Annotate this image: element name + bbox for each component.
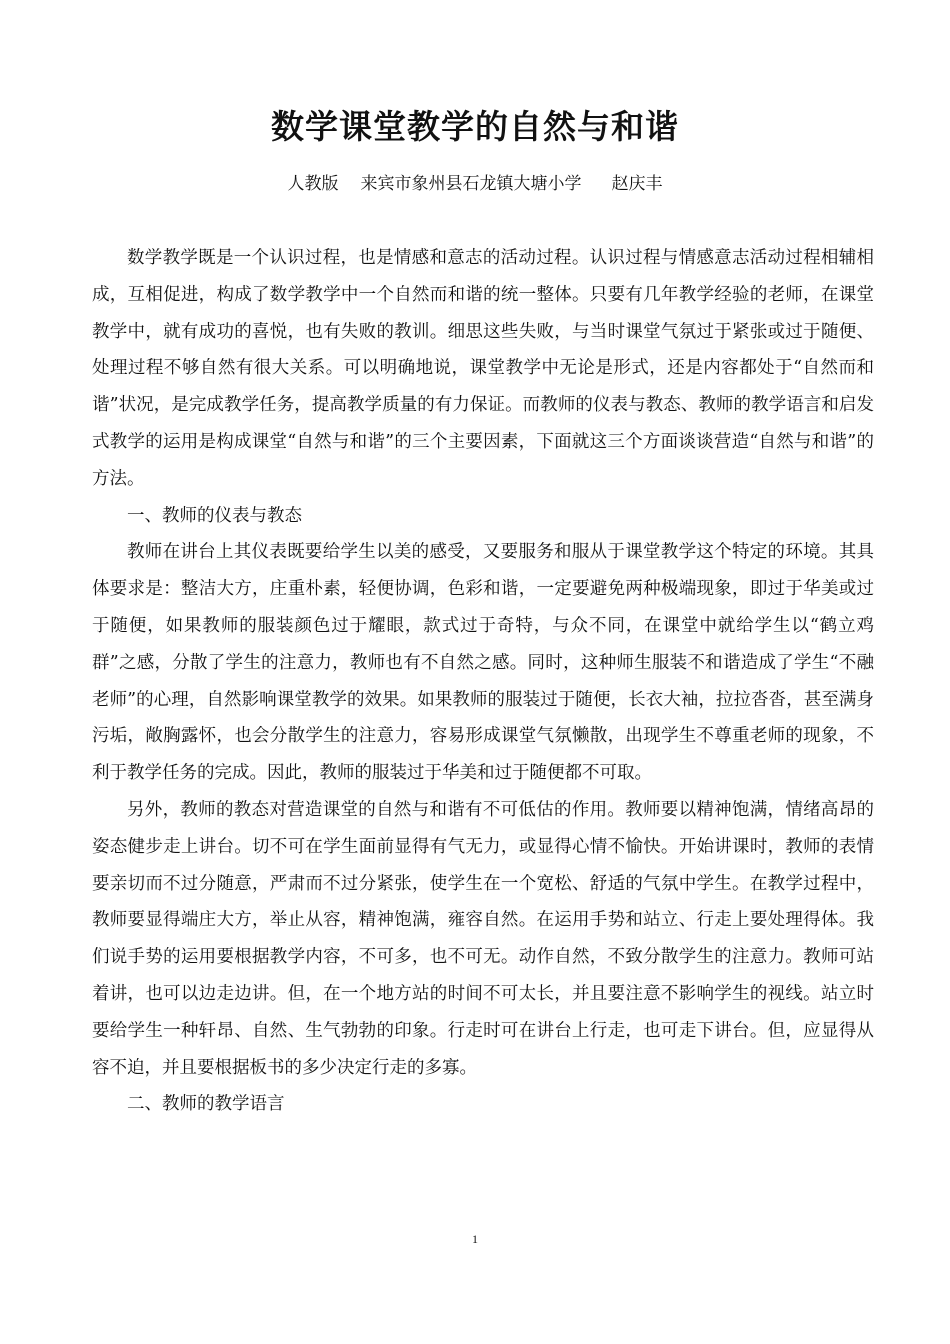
school-name: 来宾市象州县石龙镇大塘小学 [360, 174, 582, 194]
paragraph-intro: 数学教学既是一个认识过程，也是情感和意志的活动过程。认识过程与情感意志活动过程相辅相成，互相促进，构成了数学教学中一个自然而和谐的统一整体。只要有几年教学经验的老师，在课堂教学中，就有成功的喜悦，也有失败的教训。细思这些失败，与当时课堂气氛过于紧张或过于随便、处理过程不够自然有很大关系。可以明确地说，课堂教学中无论是形式，还是内容都处于“自然而和谐”状况，是完成教学任务，提高教学质量的有力保证。而教师的仪表与教态、教师的教学语言和启发式教学的运用是构成课堂“自然与和谐”的三个主要因素，下面就这三个方面谈谈营造“自然与和谐”的方法。 [92, 248, 874, 489]
edition-label: 人教版 [287, 174, 339, 194]
section-heading-1: 一、教师的仪表与教态 [127, 505, 302, 526]
paragraph-demeanor: 另外，教师的教态对营造课堂的自然与和谐有不可低估的作用。教师要以精神饱满，情绪高昂的姿态健步走上讲台。切不可在学生面前显得有气无力，或显得心情不愉快。开始讲课时，教师的表情要亲切而不过分随意，严肃而不过分紧张，使学生在一个宽松、舒适的气氛中学生。在教学过程中，教师要显得端庄大方，举止从容，精神饱满，雍容自然。在运用手势和站立、行走上要处理得体。我们说手势的运用要根据教学内容，不可多，也不可无。动作自然，不致分散学生的注意力。教师可站着讲，也可以边走边讲。但，在一个地方站的时间不可太长，并且要注意不影响学生的视线。站立时要给学生一种轩昂、自然、生气勃勃的印象。行走时可在讲台上行走，也可走下讲台。但，应显得从容不迫，并且要根据板书的多少决定行走的多寡。 [92, 799, 874, 1078]
document-title: 数学课堂教学的自然与和谐 [271, 107, 679, 146]
document-body [92, 240, 874, 1123]
author-name: 赵庆丰 [611, 174, 663, 194]
paragraph-appearance: 教师在讲台上其仪表既要给学生以美的感受，又要服务和服从于课堂教学这个特定的环境。其具体要求是：整洁大方，庄重朴素，轻便协调，色彩和谐，一定要避免两种极端现象，即过于华美或过于随便，如果教师的服装颜色过于耀眼，款式过于奇特，与众不同，在课堂中就给学生以“鹤立鸡群”之感，分散了学生的注意力，教师也有不自然之感。同时，这种师生服装不和谐造成了学生“不融老师”的心理，自然影响课堂教学的效果。如果教师的服装过于随便，长衣大袖，拉拉沓沓，甚至满身污垢，敞胸露怀，也会分散学生的注意力，容易形成课堂气氛懒散，出现学生不尊重老师的现象，不利于教学任务的完成。因此，教师的服装过于华美和过于随便都不可取。 [92, 542, 874, 784]
byline [0, 170, 950, 198]
page-number: 1 [472, 1232, 478, 1246]
section-heading-2: 二、教师的教学语言 [127, 1094, 285, 1115]
